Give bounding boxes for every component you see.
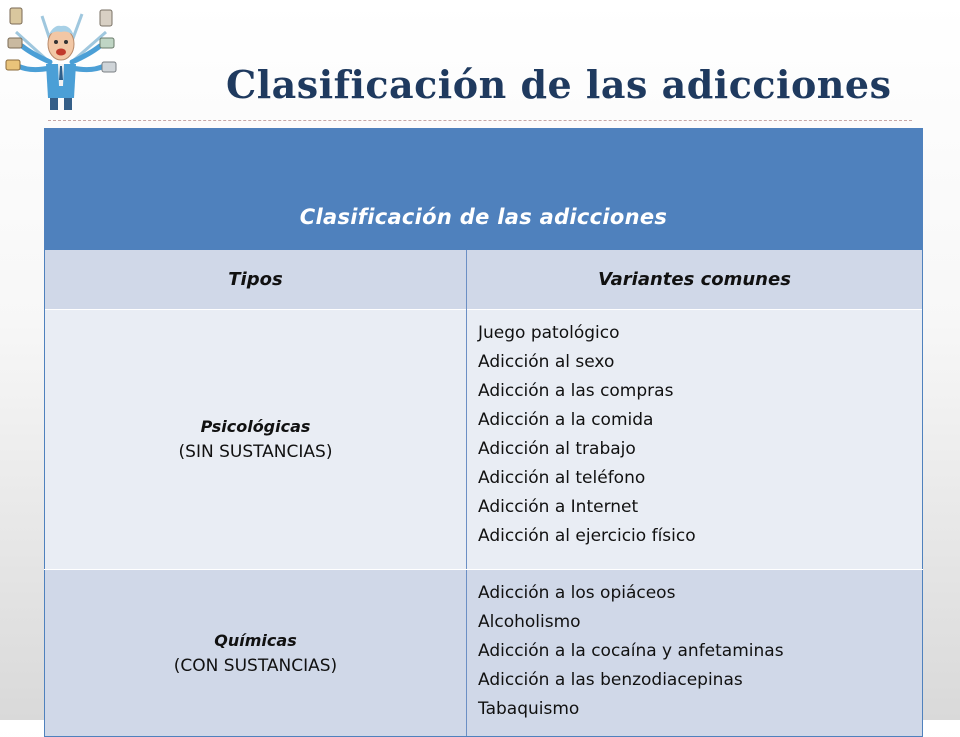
list-item: Adicción a los opiáceos bbox=[478, 583, 676, 603]
list-item: Adicción a las benzodiacepinas bbox=[478, 670, 743, 690]
list-item: Juego patológico bbox=[478, 323, 620, 343]
page-title: Clasificación de las adicciones bbox=[226, 62, 892, 107]
title-divider bbox=[48, 120, 912, 121]
table-row bbox=[45, 570, 923, 737]
list-item: Adicción a la cocaína y anfetaminas bbox=[478, 641, 784, 661]
tipo-name: Químicas bbox=[214, 630, 297, 650]
classification-table bbox=[44, 128, 922, 719]
table-header: Clasificación de las adicciones bbox=[45, 129, 923, 250]
variants-cell bbox=[467, 570, 923, 737]
list-item: Alcoholismo bbox=[478, 612, 581, 632]
tipo-subtitle: (SIN SUSTANCIAS) bbox=[178, 442, 333, 462]
tipo-name: Psicológicas bbox=[200, 417, 311, 436]
tipo-cell bbox=[45, 310, 467, 570]
list-item: Adicción al trabajo bbox=[478, 439, 636, 459]
table-row bbox=[45, 310, 923, 570]
tipo-cell bbox=[45, 570, 467, 737]
column-header-tipos: Tipos bbox=[45, 250, 467, 310]
list-item: Adicción a la comida bbox=[478, 410, 654, 430]
list-item: Tabaquismo bbox=[478, 699, 580, 719]
list-item: Adicción a Internet bbox=[478, 497, 639, 517]
multitasking-businessman-icon bbox=[2, 2, 120, 112]
list-item: Adicción al teléfono bbox=[478, 468, 646, 488]
column-header-variantes: Variantes comunes bbox=[467, 250, 923, 310]
list-item: Adicción a las compras bbox=[478, 381, 674, 401]
variants-cell bbox=[467, 310, 923, 570]
list-item: Adicción al ejercicio físico bbox=[478, 526, 696, 546]
list-item: Adicción al sexo bbox=[478, 352, 615, 372]
tipo-subtitle: (CON SUSTANCIAS) bbox=[173, 655, 338, 676]
